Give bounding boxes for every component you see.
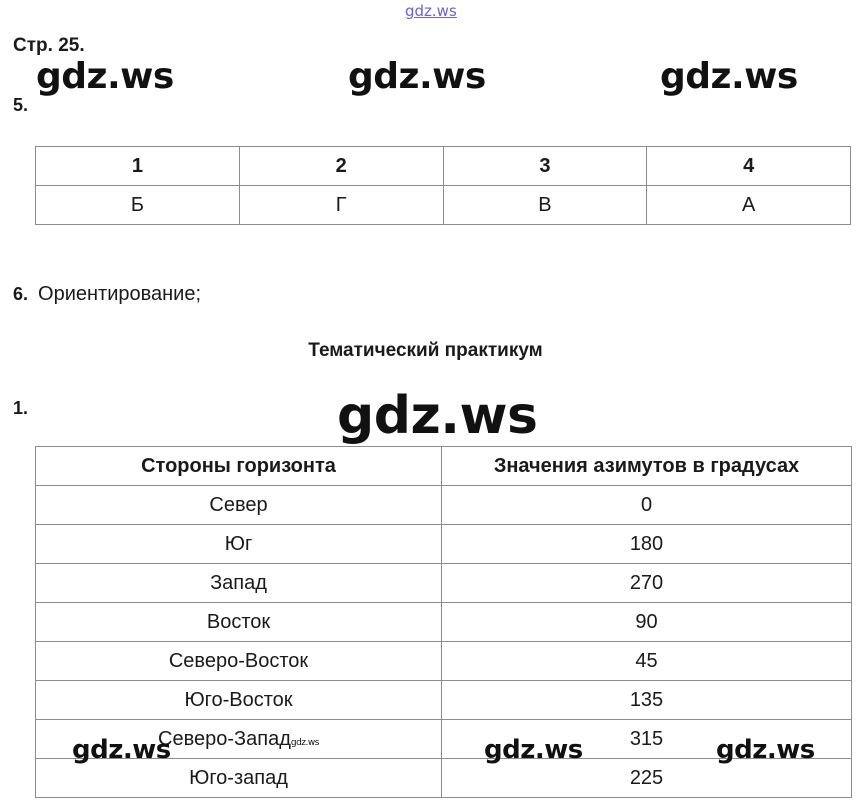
task-5-table [35, 146, 851, 225]
table-cell: 135 [442, 681, 852, 720]
table-cell: 180 [442, 525, 852, 564]
table-cell: Г [239, 186, 443, 225]
table-header-row [36, 447, 852, 486]
table-row [36, 603, 852, 642]
table-cell: Юго-Восток [36, 681, 442, 720]
table-cell: В [443, 186, 647, 225]
table-cell: Север [36, 486, 442, 525]
watermark: gdz.ws [716, 735, 815, 765]
task-6-number: 6. [13, 284, 29, 304]
table-header-cell: 1 [36, 147, 240, 186]
watermark: gdz.ws [348, 56, 486, 97]
table-cell: Юг [36, 525, 442, 564]
page-label: Стр. 25. [13, 35, 85, 56]
table-cell: 315 [442, 720, 852, 759]
task-5-number: 5. [13, 95, 29, 115]
table-cell-text: Северо-Запад [158, 727, 291, 750]
task-6-answer: Ориентирование; [38, 283, 202, 305]
table-header-row [36, 147, 851, 186]
table-cell: 45 [442, 642, 852, 681]
table-header-cell: 4 [647, 147, 851, 186]
table-row [36, 525, 852, 564]
table-row [36, 486, 852, 525]
table-row [36, 681, 852, 720]
task-1-number: 1. [13, 398, 29, 418]
table-cell: Запад [36, 564, 442, 603]
watermark: gdz.ws [36, 56, 174, 97]
table-cell: 0 [442, 486, 852, 525]
watermark: gdz.ws [484, 735, 583, 765]
table-cell: Восток [36, 603, 442, 642]
table-header-cell: 2 [239, 147, 443, 186]
table-cell: Северо-Восток [36, 642, 442, 681]
table-cell: А [647, 186, 851, 225]
section-title: Тематический практикум [308, 340, 543, 361]
watermark: gdz.ws [337, 386, 538, 446]
table-cell: 225 [442, 759, 852, 798]
watermark: gdz.ws [72, 735, 171, 765]
watermark: gdz.ws [660, 56, 798, 97]
table-row [36, 642, 852, 681]
table-cell: Б [36, 186, 240, 225]
header-link[interactable]: gdz.ws [405, 2, 457, 20]
table-cell: 270 [442, 564, 852, 603]
table-row [36, 186, 851, 225]
table-row [36, 564, 852, 603]
table-cell: 90 [442, 603, 852, 642]
table-cell: Юго-запад [36, 759, 442, 798]
table-header-cell: 3 [443, 147, 647, 186]
watermark: gdz.ws [290, 737, 319, 748]
table-header-cell: Стороны горизонта [36, 447, 442, 486]
table-header-cell: Значения азимутов в градусах [442, 447, 852, 486]
task-6 [13, 283, 201, 306]
